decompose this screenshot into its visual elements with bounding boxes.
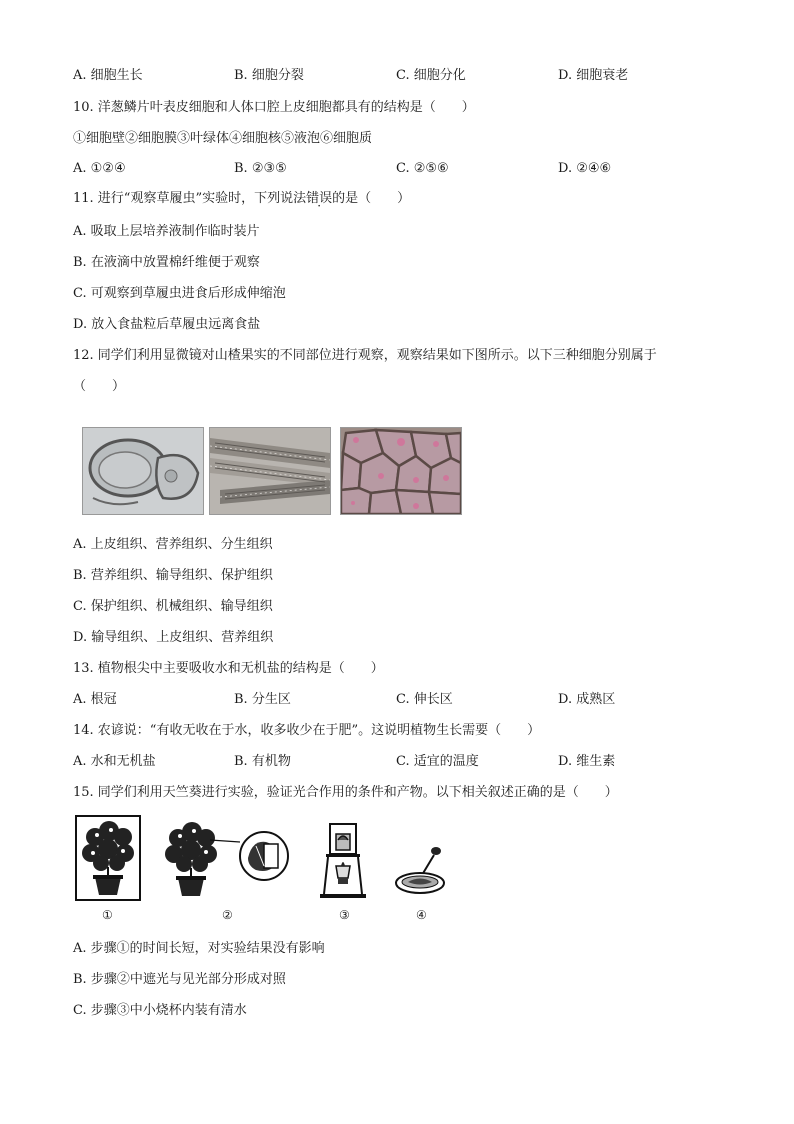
- q12-stem-bracket: （ ）: [73, 379, 126, 394]
- q12-option-c: C. 保护组织、机械组织、输导组织: [73, 599, 273, 614]
- q11-stem-pre: 11. 进行“观察草履虫”实验时，下列说法: [73, 191, 307, 206]
- q11-option-a: A. 吸取上层培养液制作临时装片: [73, 224, 260, 239]
- q10-items: ①细胞壁②细胞膜③叶绿体④细胞核⑤液泡⑥细胞质: [73, 131, 373, 146]
- q12-option-a: A. 上皮组织、营养组织、分生组织: [73, 537, 273, 552]
- q13-option-b: B. 分生区: [234, 692, 291, 707]
- q13-option-d: D. 成熟区: [558, 692, 616, 707]
- q9-option-c: C. 细胞分化: [396, 68, 466, 83]
- q14-option-d: D. 维生素: [558, 754, 616, 769]
- step4-label: ④: [416, 908, 427, 922]
- q11-option-b: B. 在液滴中放置棉纤维便于观察: [73, 255, 260, 270]
- q12-option-b: B. 营养组织、输导组织、保护组织: [73, 568, 273, 583]
- q15-option-c: C. 步骤③中小烧杯内装有清水: [73, 1003, 247, 1018]
- q9-option-d: D. 细胞衰老: [558, 68, 629, 83]
- micro-image-3: [340, 427, 462, 515]
- step2-covered-leaf-figure: [160, 818, 295, 902]
- q10-option-c: C. ②⑤⑥: [396, 161, 449, 176]
- q9-option-a: A. 细胞生长: [73, 68, 143, 83]
- q10-option-b: B. ②③⑤: [234, 161, 287, 176]
- step1-plant-in-box-figure: [75, 815, 141, 901]
- step1-label: ①: [102, 908, 113, 922]
- q15-option-a: A. 步骤①的时间长短，对实验结果没有影响: [73, 941, 325, 956]
- q9-option-b: B. 细胞分裂: [234, 68, 304, 83]
- step3-label: ③: [339, 908, 350, 922]
- q13-option-c: C. 伸长区: [396, 692, 453, 707]
- q11-stem-emphasis: 错误: [306, 191, 333, 206]
- step4-dropper-dish-figure: [394, 845, 450, 900]
- micro-image-2: [209, 427, 331, 515]
- q14-option-b: B. 有机物: [234, 754, 291, 769]
- q15-stem: 15. 同学们利用天竺葵进行实验，验证光合作用的条件和产物。以下相关叙述正确的是（ ）: [73, 785, 618, 800]
- q10-option-d: D. ②④⑥: [558, 161, 612, 176]
- step3-water-bath-figure: [316, 822, 372, 902]
- q11-option-d: D. 放入食盐粒后草履虫远离食盐: [73, 317, 261, 332]
- q13-stem: 13. 植物根尖中主要吸收水和无机盐的结构是（ ）: [73, 661, 384, 676]
- q13-option-a: A. 根冠: [73, 692, 117, 707]
- q10-option-a: A. ①②④: [73, 161, 126, 176]
- micro-image-1: [82, 427, 204, 515]
- q14-option-a: A. 水和无机盐: [73, 754, 156, 769]
- q12-stem: 12. 同学们利用显微镜对山楂果实的不同部位进行观察，观察结果如下图所示。以下三种细胞分别属于: [73, 348, 657, 363]
- q14-option-c: C. 适宜的温度: [396, 754, 479, 769]
- q15-option-b: B. 步骤②中遮光与见光部分形成对照: [73, 972, 286, 987]
- q14-stem: 14. 农谚说：“有收无收在于水，收多收少在于肥”。这说明植物生长需要（ ）: [73, 723, 541, 738]
- q10-stem: 10. 洋葱鳞片叶表皮细胞和人体口腔上皮细胞都具有的结构是（ ）: [73, 100, 475, 115]
- q11-option-c: C. 可观察到草履虫进食后形成伸缩泡: [73, 286, 286, 301]
- step2-label: ②: [222, 908, 233, 922]
- q11-stem: [73, 190, 410, 208]
- q11-stem-post: 的是（ ）: [332, 191, 411, 206]
- q12-option-d: D. 输导组织、上皮组织、营养组织: [73, 630, 274, 645]
